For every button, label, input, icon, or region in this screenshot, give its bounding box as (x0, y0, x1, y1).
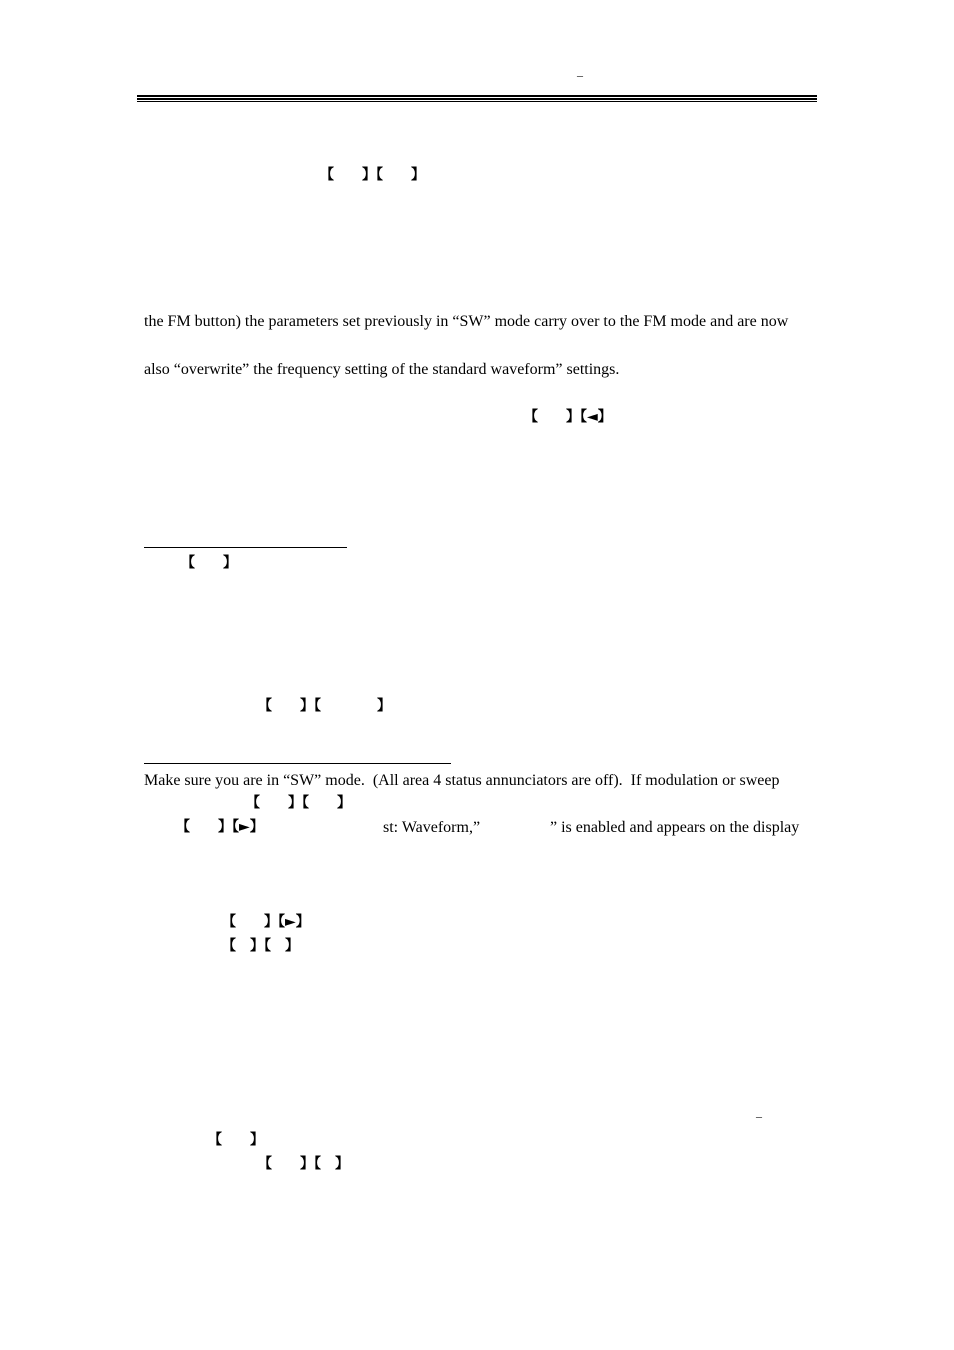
key-bracket: 【 】 (208, 1132, 264, 1148)
paragraph-line: Make sure you are in “SW” mode. (All area 4 status annunciators are off). If modulation or sweep (144, 772, 780, 789)
paragraph-fragment: st: Waveform,” (383, 819, 481, 836)
section-underline (144, 547, 347, 548)
paragraph-line: the FM button) the parameters set previously in “SW” mode carry over to the FM mode and are now (144, 313, 789, 330)
key-bracket-pair: 【 】【 】 (258, 698, 391, 714)
header-rule-top (137, 95, 817, 97)
key-bracket-pair: 【 】【◄】 (524, 409, 612, 425)
key-bracket-pair: 【 】【►】 (176, 819, 264, 835)
header-mark: – (577, 68, 583, 82)
key-bracket-pair: 【 】【 】 (258, 1156, 349, 1172)
key-bracket-pair: 【 】【 】 (246, 795, 351, 811)
key-bracket-pair: 【 】【►】 (222, 914, 310, 930)
header-rule-bottom (137, 101, 817, 102)
section-underline (144, 763, 451, 764)
paragraph-line: also “overwrite” the frequency setting of the standard waveform” settings. (144, 361, 620, 378)
key-bracket-pair: 【 】【 】 (320, 167, 425, 183)
key-bracket-pair: 【 】【 】 (222, 938, 299, 954)
paragraph-fragment: ” is enabled and appears on the display (550, 819, 800, 836)
header-rule-middle (137, 98, 817, 100)
key-bracket: 【 】 (181, 555, 237, 571)
body-mark: – (756, 1109, 762, 1123)
